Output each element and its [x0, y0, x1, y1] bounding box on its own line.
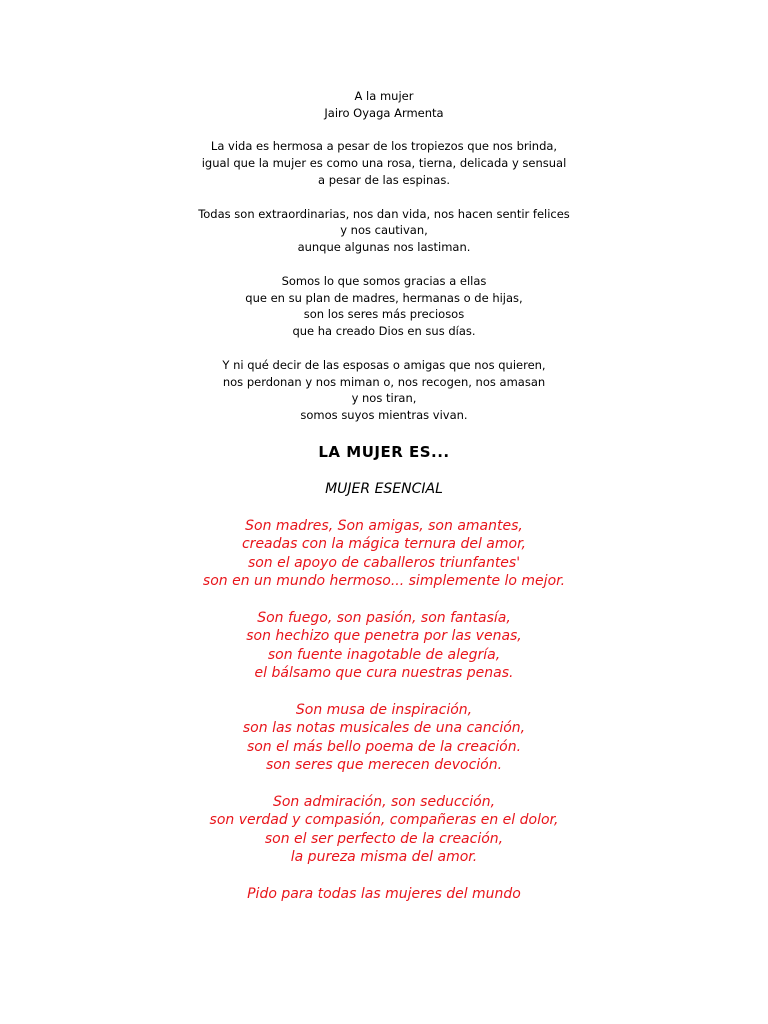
stanza	[0, 206, 768, 256]
stanza	[0, 701, 768, 775]
poem-line: que ha creado Dios en sus días.	[292, 324, 476, 339]
poem-line: son las notas musicales de una canción,	[242, 720, 526, 737]
poem-line: y nos cautivan,	[340, 223, 428, 238]
poem-a-la-mujer	[0, 88, 768, 441]
poem-line: son en un mundo hermoso... simplemente lo mejor.	[202, 573, 566, 590]
poem-line: son fuente inagotable de alegría,	[267, 646, 501, 663]
poem-line: creadas con la mágica ternura del amor,	[241, 536, 526, 553]
stanza	[0, 273, 768, 340]
section-subheading: MUJER ESENCIAL	[325, 481, 443, 497]
poem-line: Son admiración, son seducción,	[272, 794, 496, 811]
poem-line: que en su plan de madres, hermanas o de hijas,	[245, 290, 523, 305]
poem-line: Todas son extraordinarias, nos dan vida, nos hacen sentir felices	[198, 206, 570, 221]
poem-line: son hechizo que penetra por las venas,	[246, 628, 522, 645]
poem-line: Son musa de inspiración,	[295, 702, 473, 719]
poem-line: La vida es hermosa a pesar de los tropiezos que nos brinda,	[210, 139, 558, 154]
poem-line: Pido para todas las mujeres del mundo	[247, 886, 521, 903]
poem-line: a pesar de las espinas.	[318, 172, 450, 187]
poem-line: aunque algunas nos lastiman.	[297, 240, 471, 255]
poem-line: somos suyos mientras vivan.	[300, 408, 468, 423]
poem-line: y nos tiran,	[351, 391, 417, 406]
poem-title: A la mujer	[354, 89, 414, 103]
poem-header	[0, 88, 768, 122]
poem-line: son los seres más preciosos	[303, 307, 465, 322]
stanza	[0, 357, 768, 424]
poem-line: Son fuego, son pasión, son fantasía,	[257, 610, 511, 627]
poem-author: Jairo Oyaga Armenta	[324, 105, 444, 120]
poem-line: Y ni qué decir de las esposas o amigas que nos quieren,	[222, 357, 546, 372]
poem-mujer-esencial	[0, 517, 768, 922]
poem-line: son el apoyo de caballeros triunfantes'	[247, 554, 521, 571]
stanza	[0, 609, 768, 683]
poem-line: nos perdonan y nos miman o, nos recogen, nos amasan	[222, 374, 546, 389]
stanza	[0, 138, 768, 188]
poem-line: son seres que merecen devoción.	[265, 757, 503, 774]
poem-line: el bálsamo que cura nuestras penas.	[254, 665, 514, 682]
poem-line: Son madres, Son amigas, son amantes,	[245, 518, 523, 534]
stanza	[0, 885, 768, 903]
poem-line: son el ser perfecto de la creación,	[264, 830, 504, 847]
poem-line: igual que la mujer es como una rosa, tierna, delicada y sensual	[201, 156, 567, 171]
poem-line: son verdad y compasión, compañeras en el dolor,	[209, 812, 559, 829]
stanza	[0, 517, 768, 591]
poem-line: Somos lo que somos gracias a ellas	[281, 273, 487, 288]
poem-line: la pureza misma del amor.	[290, 849, 478, 866]
poem-line: son el más bello poema de la creación.	[246, 738, 522, 755]
stanza	[0, 793, 768, 867]
section-heading: LA MUJER ES...	[318, 443, 450, 461]
